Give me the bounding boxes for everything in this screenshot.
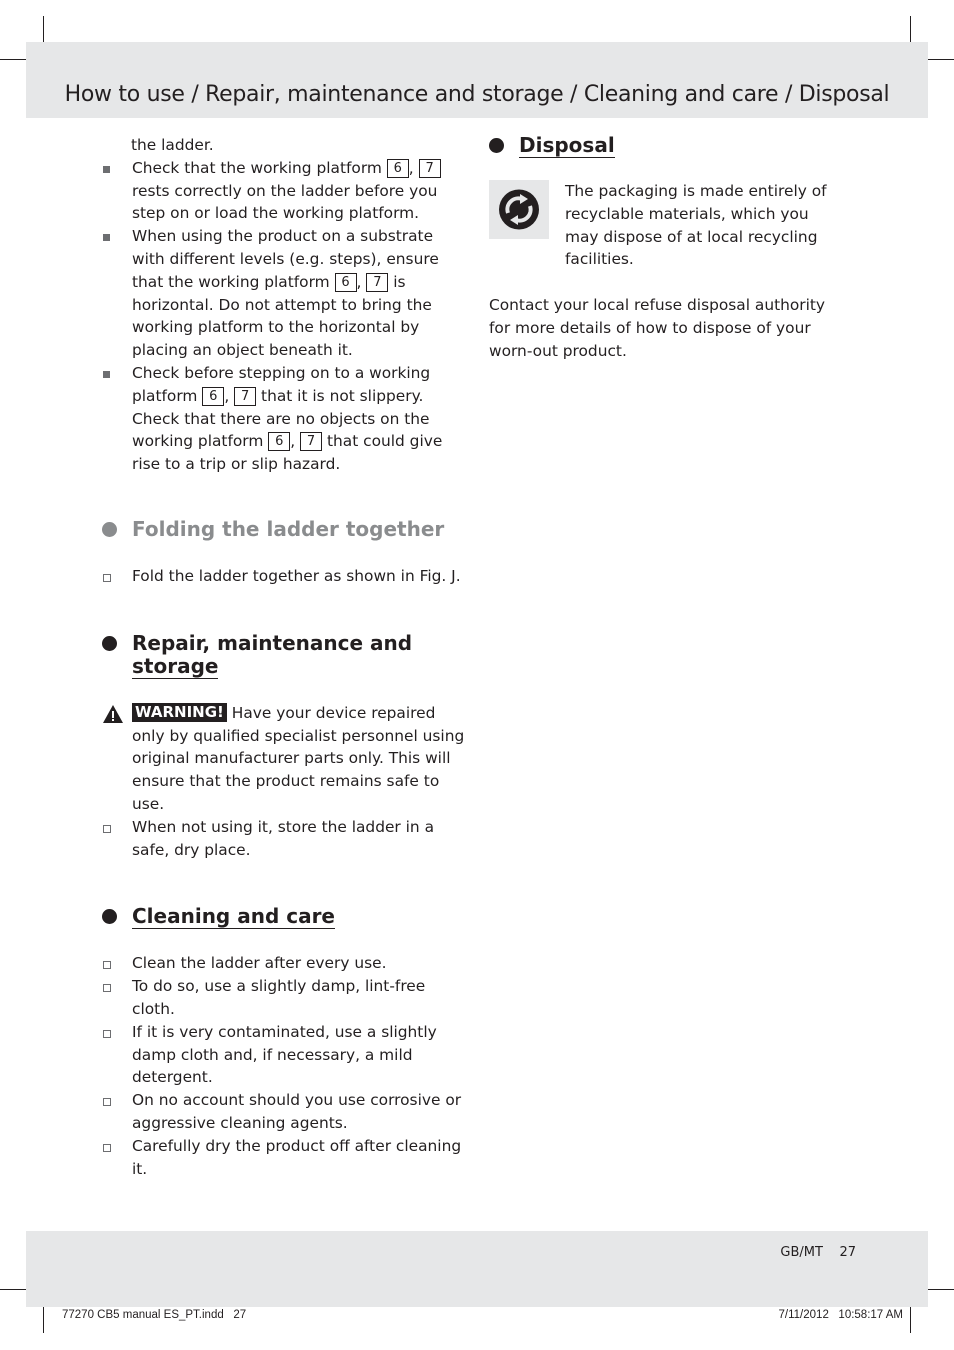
item-text: Check that the working platform	[132, 158, 382, 177]
item-text: ,	[408, 158, 414, 177]
list-item	[102, 362, 468, 476]
slug-right: 7/11/2012 10:58:17 AM	[778, 1309, 903, 1321]
part-ref: 7	[419, 159, 441, 178]
item-text: Carefully dry the product off after cleaning it.	[132, 1136, 462, 1178]
list-item	[102, 1089, 468, 1135]
section-heading-folding	[102, 518, 468, 541]
part-ref: 6	[202, 387, 224, 406]
page-title: How to use / Repair, maintenance and storage / Cleaning and care / Disposal	[64, 82, 890, 107]
right-column	[489, 134, 839, 363]
item-text: When not using it, store the ladder in a safe, dry place.	[132, 817, 435, 859]
left-column	[102, 134, 468, 1180]
warning-triangle-icon	[102, 704, 124, 724]
item-text: ,	[356, 272, 362, 291]
part-ref: 6	[335, 273, 357, 292]
warning-text: by qualified specialist personnel using original manufacturer parts only. This will ensure that the product remains safe to use.	[132, 726, 465, 813]
heading-text: Cleaning and care	[132, 904, 335, 929]
contact-text: Contact your local refuse disposal authority for more details of how to dispose of your worn-out product.	[489, 296, 826, 360]
item-text: Check before stepping on to a working platform	[132, 363, 431, 405]
list-item	[102, 975, 468, 1021]
crop-mark	[924, 1289, 954, 1290]
recycling-symbol-icon	[489, 180, 549, 239]
page-number: GB/MT 27	[780, 1245, 856, 1260]
packaging-text: The packaging is made entirely of recyclable materials, which you may dispose of at local recycling facilities.	[565, 182, 827, 269]
heading-dot-icon	[102, 636, 117, 651]
item-text: is horizontal. Do not attempt to bring the working platform to the horizontal by placing an object beneath it.	[132, 272, 432, 360]
heading-text: Disposal	[519, 133, 615, 157]
part-ref: 7	[234, 387, 256, 406]
page-footer	[26, 1231, 928, 1307]
crop-mark	[924, 59, 954, 60]
warning-block	[102, 702, 468, 816]
page-header	[26, 42, 928, 118]
list-item	[102, 565, 468, 588]
warning-text: Have your device repaired only	[132, 703, 436, 745]
heading-text: storage	[132, 653, 219, 678]
heading-text: Folding the ladder together	[132, 516, 445, 541]
list-item	[102, 1135, 468, 1181]
list-item	[102, 952, 468, 975]
item-text: rests correctly on the ladder before you step on or load the working platform.	[132, 181, 438, 223]
part-ref: 6	[268, 432, 290, 451]
heading-dot-icon	[489, 138, 504, 153]
heading-text: Repair, maintenance and	[132, 630, 413, 655]
part-ref: 7	[300, 432, 322, 451]
list-item	[102, 816, 468, 862]
packaging-block	[489, 180, 839, 271]
crop-mark	[43, 1303, 44, 1333]
part-ref: 7	[366, 273, 388, 292]
warning-badge: WARNING!	[132, 703, 227, 722]
section-heading-repair	[102, 632, 468, 678]
list-item	[102, 1021, 468, 1089]
item-text: When using the product on a substrate with different levels (e.g. steps), ensure that the working platform	[132, 227, 439, 291]
item-text: that it is not slippery. Check that there are no objects on the working platform	[132, 386, 430, 451]
crop-mark	[910, 1303, 911, 1333]
list-item	[102, 225, 468, 362]
item-text: ,	[224, 386, 230, 405]
item-text: If it is very contaminated, use a slightly damp cloth and, if necessary, a mild detergent.	[132, 1022, 437, 1087]
item-text: Fold the ladder together as shown in Fig. J.	[132, 566, 461, 585]
heading-dot-icon	[102, 909, 117, 924]
part-ref: 6	[387, 159, 409, 178]
section-heading-disposal	[489, 134, 839, 157]
slug-left: 77270 CB5 manual ES_PT.indd 27	[62, 1309, 247, 1321]
item-text: To do so, use a slightly damp, lint-free cloth.	[132, 977, 426, 1018]
item-text: Clean the ladder after every use.	[132, 954, 387, 973]
item-text: ,	[290, 432, 296, 451]
continued-text: the ladder.	[131, 136, 214, 154]
heading-dot-icon	[102, 522, 117, 537]
item-text: that could give rise to a trip or slip hazard.	[132, 432, 443, 474]
section-heading-cleaning	[102, 905, 468, 928]
list-item	[102, 157, 468, 225]
item-text: On no account should you use corrosive or aggressive cleaning agents.	[132, 1091, 462, 1132]
cleaning-list	[102, 952, 468, 1180]
